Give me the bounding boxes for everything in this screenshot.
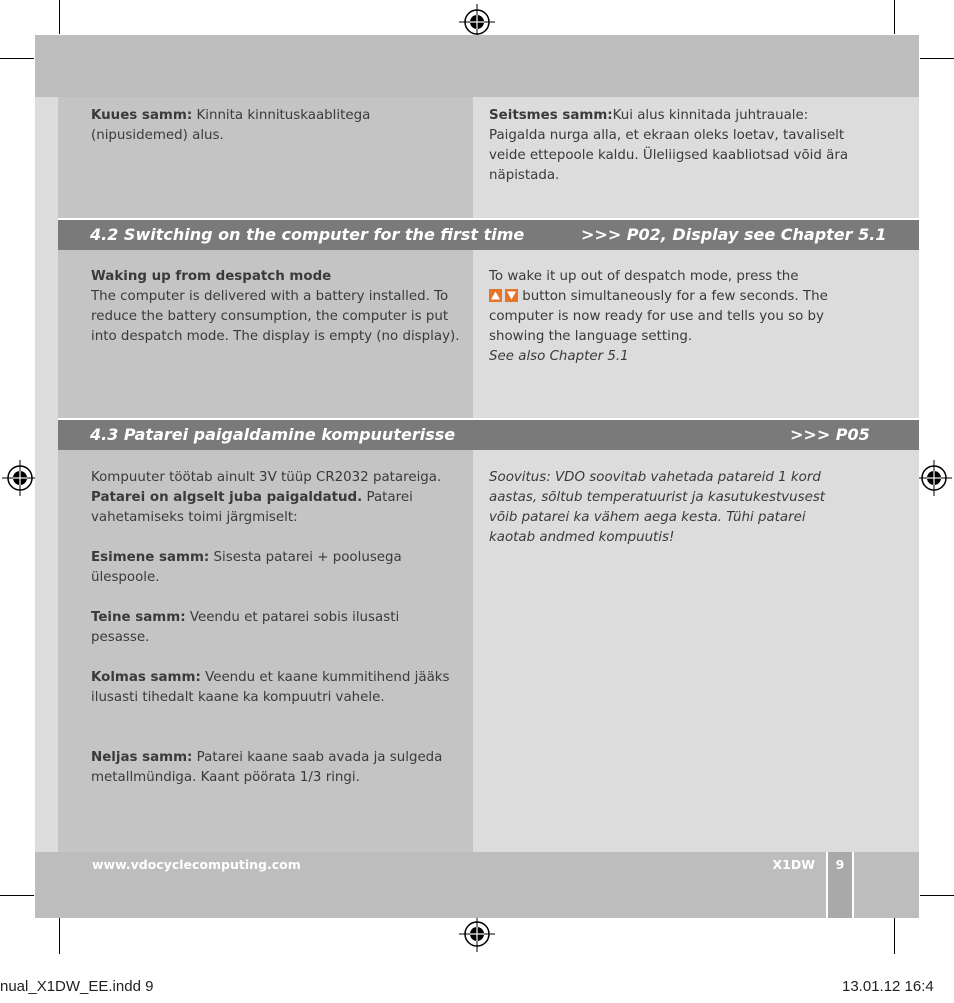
crop-mark bbox=[920, 58, 954, 59]
step-4-text bbox=[91, 748, 461, 788]
step7-label: Seitsmes samm: bbox=[489, 108, 613, 123]
step-1-label: Esimene samm: bbox=[91, 550, 210, 565]
step7-body: Kui alus kinnitada juhtrauale: Paigalda nurga alla, et ekraan oleks loetav, tavaliselt veide ettepoole kaldu. Üleliigsed kaabliotsad võid ära näpistada. bbox=[489, 108, 849, 183]
crop-mark bbox=[0, 58, 34, 59]
step6-text bbox=[91, 106, 451, 146]
wake-text-2: button simultaneously for a few seconds. The computer is now ready for use and tells you so by showing the language setting. bbox=[489, 289, 828, 344]
registration-mark-icon bbox=[459, 916, 495, 952]
wake-text-1: To wake it up out of despatch mode, press the bbox=[489, 269, 799, 284]
section-4-2-title: 4.2 Switching on the computer for the first time bbox=[90, 225, 525, 244]
footer-model: X1DW bbox=[772, 857, 815, 872]
section-4-2-header bbox=[58, 220, 919, 250]
recommendation-text: Soovitus: VDO soovitab vahetada patareid 1 kord aastas, sõltub temperatuurist ja kasutukestvusest võib patarei ka vähem aega kesta. Tühi patarei kaotab andmed kompuutis! bbox=[489, 470, 826, 545]
section-4-3-title: 4.3 Patarei paigaldamine kompuuterisse bbox=[90, 425, 456, 444]
despatch-heading: Waking up from despatch mode bbox=[91, 269, 332, 284]
intro-text-2: Patarei vahetamiseks toimi järgmiselt: bbox=[91, 490, 413, 525]
step-4-body: Patarei kaane saab avada ja sulgeda metallmündiga. Kaant pöörata 1/3 ringi. bbox=[91, 750, 443, 785]
step-4-label: Neljas samm: bbox=[91, 750, 193, 765]
footer-url[interactable]: www.vdocyclecomputing.com bbox=[92, 857, 301, 872]
crop-mark bbox=[59, 918, 60, 954]
step6-label: Kuues samm: bbox=[91, 108, 193, 123]
intro-text-1: Kompuuter töötab ainult 3V tüüp CR2032 patareiga. bbox=[91, 470, 442, 485]
intro-bold: Patarei on algselt juba paigaldatud. bbox=[91, 490, 363, 505]
section-4-3-header bbox=[58, 420, 919, 450]
crop-mark bbox=[59, 0, 60, 34]
up-arrow-button-icon bbox=[489, 289, 502, 302]
see-also-text: See also Chapter 5.1 bbox=[489, 349, 629, 364]
step-1-text bbox=[91, 548, 461, 588]
left-margin-strip bbox=[35, 97, 58, 852]
down-arrow-button-icon bbox=[505, 289, 518, 302]
step6-body: Kinnita kinnituskaablitega (nipusidemed) alus. bbox=[91, 108, 371, 143]
step-2-body: Veendu et patarei sobis ilusasti pesasse. bbox=[91, 610, 400, 645]
despatch-body: The computer is delivered with a battery installed. To reduce the battery consumption, the computer is put into despatch mode. The display is empty (no display). bbox=[91, 289, 460, 344]
slug-date: 13.01.12 16:4 bbox=[842, 978, 934, 995]
registration-mark-icon bbox=[2, 460, 38, 496]
step-1-body: Sisesta patarei + poolusega ülespoole. bbox=[91, 550, 402, 585]
step7-text bbox=[489, 106, 869, 186]
section-4-2-left-text bbox=[91, 267, 461, 347]
step-3-label: Kolmas samm: bbox=[91, 670, 201, 685]
step-3-body: Veendu et kaane kummitihend jääks ilusasti tihedalt kaane ka kompuutri vahele. bbox=[91, 670, 450, 705]
step-2-text bbox=[91, 608, 461, 648]
crop-mark bbox=[0, 895, 34, 896]
section-4-3-intro bbox=[91, 468, 461, 528]
section-4-2-right-text bbox=[489, 267, 849, 367]
crop-mark bbox=[894, 918, 895, 954]
section-4-2-ref: >>> P02, Display see Chapter 5.1 bbox=[581, 225, 887, 244]
section-4-3-ref: >>> P05 bbox=[790, 425, 870, 444]
registration-mark-icon bbox=[916, 460, 952, 496]
crop-mark bbox=[894, 0, 895, 34]
step-2-label: Teine samm: bbox=[91, 610, 186, 625]
page-number: 9 bbox=[826, 852, 854, 918]
top-bar bbox=[35, 35, 919, 97]
step-3-text bbox=[91, 668, 461, 708]
crop-mark bbox=[920, 895, 954, 896]
slug-filename: nual_X1DW_EE.indd 9 bbox=[0, 978, 154, 995]
